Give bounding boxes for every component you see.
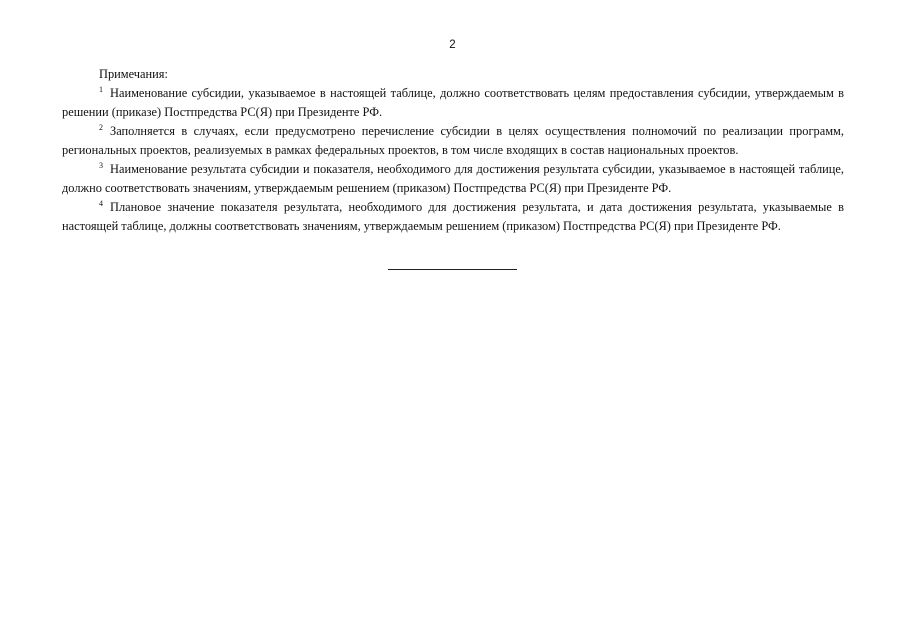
footnote-marker: 4 [99, 199, 103, 208]
footnote-text: Наименование результата субсидии и показателя, необходимого для достижения результата субсидии, указываемое в настоящей таблице, должно соответствовать значениям, утверждаемым решением (приказом) Постпредства РС(Я) при Президенте РФ. [62, 162, 844, 195]
footnote-marker: 2 [99, 123, 103, 132]
footnote-text: Плановое значение показателя результата, необходимого для достижения результата, и дата достижения результата, указываемые в настоящей таблице, должны соответствовать значениям, утверждаемым решением (приказом) Постпредства РС(Я) при Президенте РФ. [62, 200, 844, 233]
footnote-1 [62, 84, 844, 122]
footnote-2 [62, 122, 844, 160]
notes-title: Примечания: [99, 67, 168, 81]
separator-line [388, 269, 517, 270]
footnote-text: Наименование субсидии, указываемое в настоящей таблице, должно соответствовать целям предоставления субсидии, утверждаемым в решении (приказе) Постпредства РС(Я) при Президенте РФ. [62, 86, 844, 119]
footnote-3 [62, 160, 844, 198]
footnote-marker: 1 [99, 85, 103, 94]
notes-section [62, 65, 844, 236]
footnote-marker: 3 [99, 161, 103, 170]
page-number: 2 [449, 39, 456, 51]
footnote-4 [62, 198, 844, 236]
footnote-text: Заполняется в случаях, если предусмотрено перечисление субсидии в целях осуществления полномочий по реализации программ, региональных проектов, реализуемых в рамках федеральных проектов, в том числе входящих в состав национальных проектов. [62, 124, 844, 157]
